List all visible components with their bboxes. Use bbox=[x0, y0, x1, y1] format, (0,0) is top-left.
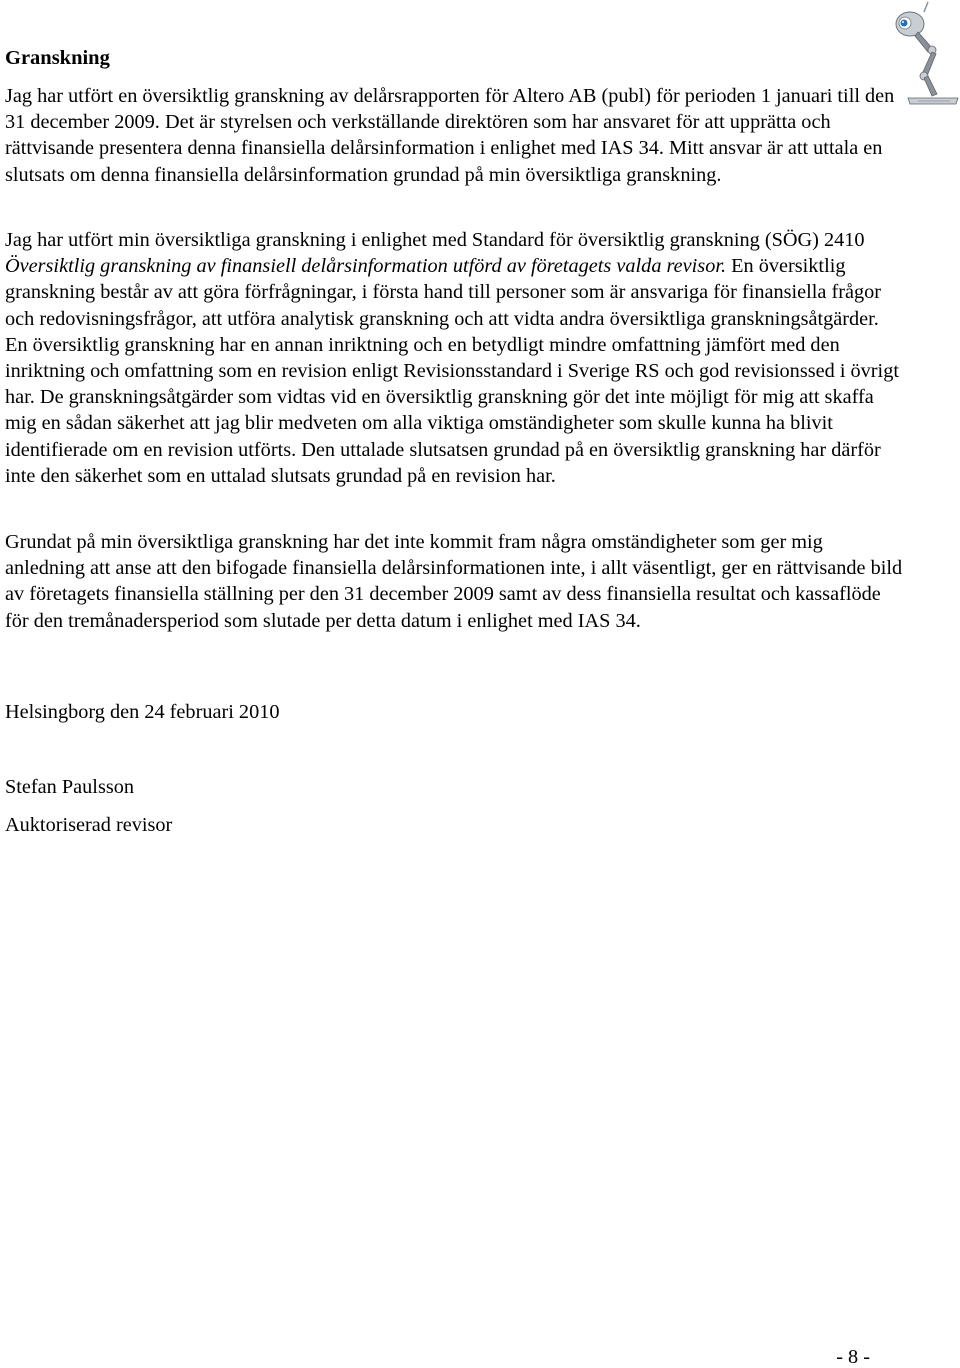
paragraph-method-start: Jag har utfört min översiktliga granskning i enlighet med Standard för översiktlig granskning (SÖG) 2410 bbox=[5, 229, 865, 251]
place-and-date: Helsingborg den 24 februari 2010 bbox=[5, 701, 280, 723]
signer-title: Auktoriserad revisor bbox=[5, 814, 173, 836]
paragraph-scope: Jag har utfört en översiktlig granskning av delårsrapporten för Altero AB (publ) för perioden 1 januari till den 31 december 2009. Det är styrelsen och verkställande direktören som har ansvaret för att upprätta och rättvisande presentera denna finansiella delårsinformation i enlighet med IAS 34. Mitt ansvar är att uttala en slutsats om denna finansiella delårsinformation grundad på min översiktliga granskning. bbox=[5, 85, 895, 186]
page-number: - 8 - bbox=[836, 1346, 870, 1368]
section-heading: Granskning bbox=[5, 47, 110, 69]
standard-title-italic: Översiktlig granskning av finansiell delårsinformation utförd av företagets valda revisor. bbox=[5, 255, 727, 278]
paragraph-conclusion: Grundat på min översiktliga granskning har det inte kommit fram några omständigheter som ger mig anledning att anse att den bifogade finansiella delårsinformationen inte, i allt väsentligt, ger en rättvisande bild av företagets finansiella ställning per den 31 december 2009 samt av dess finansiella resultat och kassaflöde för den tremånadersperiod som slutade per detta datum i enlighet med IAS 34. bbox=[5, 531, 903, 632]
signer-name: Stefan Paulsson bbox=[5, 776, 135, 798]
paragraph-method-end: En översiktlig granskning består av att göra förfrågningar, i första hand till personer som är ansvariga för finansiella frågor och redovisningsfrågor, att utföra analytisk granskning och att vidta andra översiktliga granskningsåtgärder. En översiktlig granskning har en annan inriktning och en betydligt mindre omfattning jämfört med den inriktning och omfattning som en revision enligt Revisionsstandard i Sverige RS och god revisionssed i övrigt har. De granskningsåtgärder som vidtas vid en översiktlig granskning gör det inte möjligt för mig att skaffa mig en sådan säkerhet att jag blir medveten om alla viktiga omständigheter som skulle kunna ha blivit identifierade om en revision utförts. Den uttalade slutsatsen grundad på en översiktlig granskning har därför inte den säkerhet som en uttalad slutsats grundad på en revision har. bbox=[5, 255, 899, 487]
paragraph-method bbox=[5, 227, 905, 489]
